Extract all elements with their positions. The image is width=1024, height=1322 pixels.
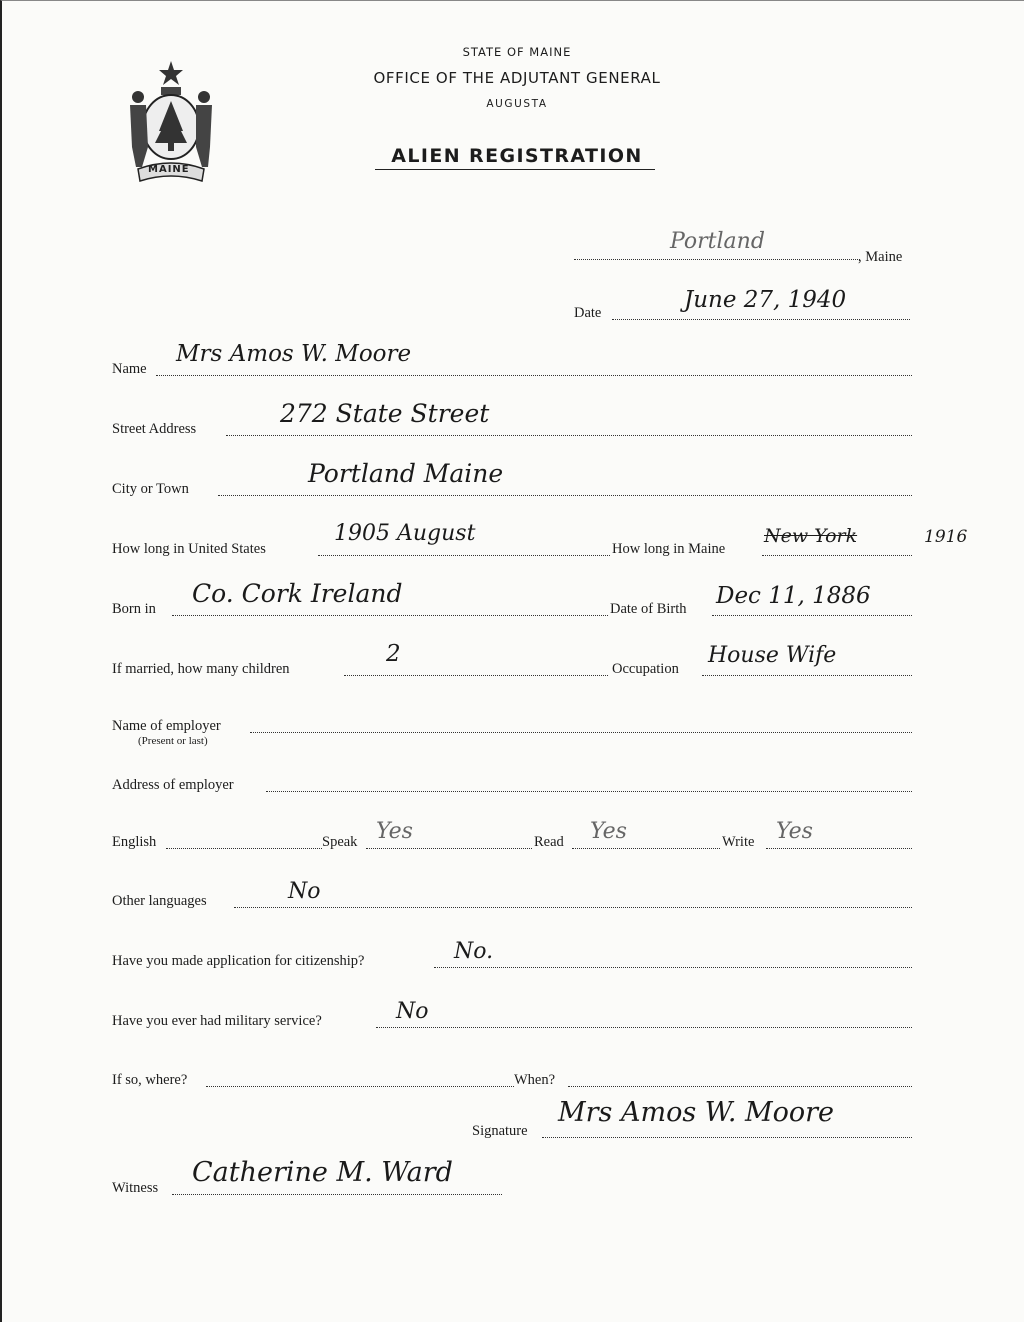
occupation-line (702, 675, 912, 676)
maine-duration-struck[interactable]: New York (764, 525, 858, 547)
write-line (766, 848, 912, 849)
date-value[interactable]: June 27, 1940 (684, 287, 847, 313)
other-languages-value[interactable]: No (288, 879, 321, 904)
occupation-value[interactable]: House Wife (708, 643, 837, 668)
when-label: When? (514, 1072, 556, 1088)
city-value[interactable]: Portland Maine (308, 459, 504, 488)
speak-line (366, 848, 532, 849)
read-value[interactable]: Yes (590, 819, 627, 844)
born-in-label: Born in (112, 601, 156, 617)
citizenship-line (434, 967, 912, 968)
witness-label: Witness (112, 1180, 159, 1196)
dob-value[interactable]: Dec 11, 1886 (716, 583, 871, 609)
citizenship-value[interactable]: No. (454, 939, 494, 964)
us-duration-label: How long in United States (112, 541, 266, 557)
occupation-label: Occupation (612, 661, 679, 677)
citizenship-label: Have you made application for citizenship? (112, 953, 365, 969)
signature-line (542, 1137, 912, 1138)
form-title: ALIEN REGISTRATION (391, 145, 643, 167)
dob-label: Date of Birth (610, 601, 687, 617)
children-value[interactable]: 2 (386, 641, 401, 667)
maine-duration-value[interactable]: 1916 (924, 527, 968, 547)
signature-value[interactable]: Mrs Amos W. Moore (558, 1097, 835, 1128)
speak-value[interactable]: Yes (376, 819, 413, 844)
header-city: AUGUSTA (486, 98, 548, 110)
employer-line[interactable] (250, 732, 912, 733)
military-label: Have you ever had military service? (112, 1013, 322, 1029)
employer-address-line[interactable] (266, 791, 912, 792)
header-office: OFFICE OF THE ADJUTANT GENERAL (373, 69, 661, 87)
children-line (344, 675, 608, 676)
street-label: Street Address (112, 421, 197, 437)
maine-duration-label: How long in Maine (612, 541, 726, 557)
signature-label: Signature (472, 1123, 528, 1139)
military-line (376, 1027, 912, 1028)
english-line (166, 848, 322, 849)
date-label: Date (574, 305, 602, 321)
name-label: Name (112, 361, 147, 377)
place-suffix: , Maine (858, 249, 903, 265)
city-label: City or Town (112, 481, 189, 497)
seal-banner-text: MAINE (148, 164, 190, 175)
witness-line (172, 1194, 502, 1195)
born-in-value[interactable]: Co. Cork Ireland (192, 579, 403, 608)
name-value[interactable]: Mrs Amos W. Moore (176, 341, 412, 367)
military-value[interactable]: No (396, 999, 429, 1024)
title-underline (375, 169, 655, 170)
name-line (156, 375, 912, 376)
witness-value[interactable]: Catherine M. Ward (192, 1157, 453, 1188)
english-label: English (112, 834, 157, 850)
where-line[interactable] (206, 1086, 514, 1087)
when-line[interactable] (568, 1086, 912, 1087)
employer-label: Name of employer (112, 718, 221, 734)
date-line (612, 319, 910, 320)
us-duration-value[interactable]: 1905 August (334, 521, 476, 546)
city-line (218, 495, 912, 496)
place-value[interactable]: Portland (670, 229, 765, 254)
where-label: If so, where? (112, 1072, 188, 1088)
write-value[interactable]: Yes (776, 819, 813, 844)
children-label: If married, how many children (112, 661, 290, 677)
header-state: STATE OF MAINE (462, 45, 572, 59)
speak-label: Speak (322, 834, 358, 850)
us-duration-line (318, 555, 610, 556)
maine-duration-line (762, 555, 912, 556)
place-line (574, 259, 860, 260)
born-in-line (172, 615, 608, 616)
other-languages-line (234, 907, 912, 908)
street-value[interactable]: 272 State Street (280, 399, 490, 428)
write-label: Write (722, 834, 755, 850)
dob-line (712, 615, 912, 616)
read-line (572, 848, 720, 849)
read-label: Read (534, 834, 564, 850)
street-line (226, 435, 912, 436)
employer-sublabel: (Present or last) (138, 735, 208, 747)
other-languages-label: Other languages (112, 893, 207, 909)
employer-address-label: Address of employer (112, 777, 234, 793)
